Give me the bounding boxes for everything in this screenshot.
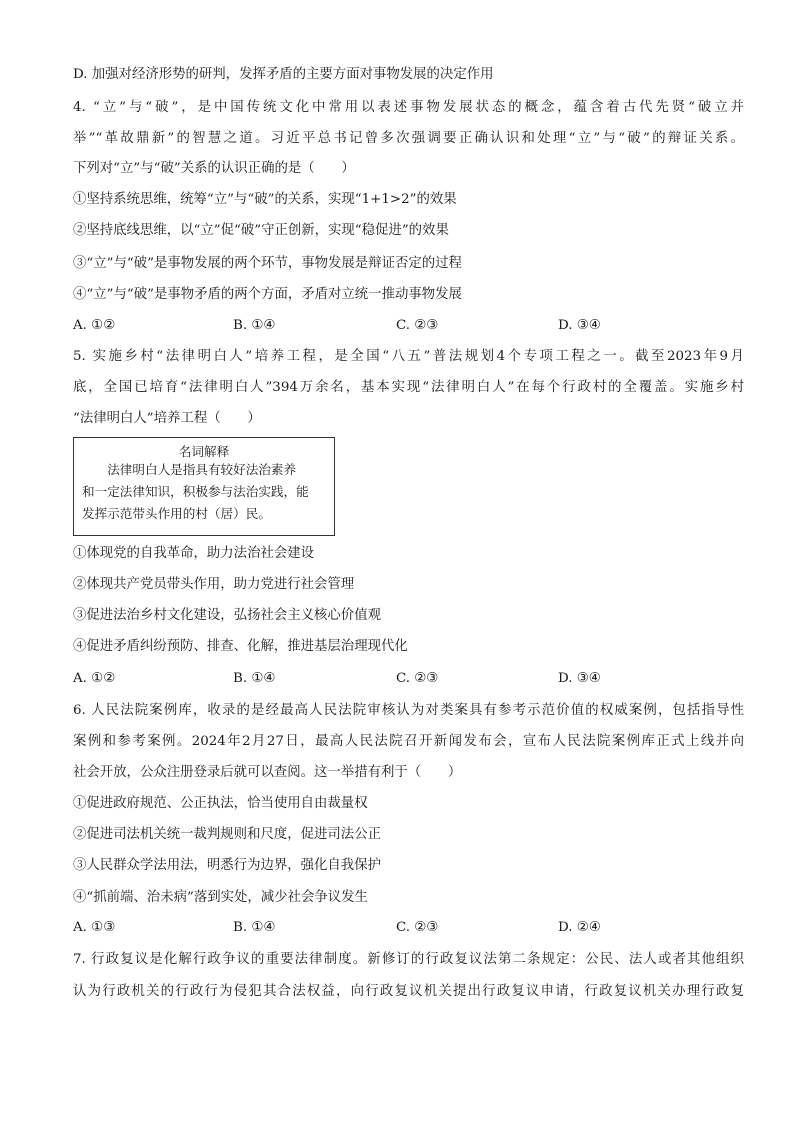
glossary-title: 名词解释 [178, 444, 230, 459]
q5-stem-line-1: 5. 实施乡村“法律明白人”培养工程，是全国“八五”普法规划4个专项工程之一。截至2023年9月 [73, 349, 744, 364]
q4-stem-line-2: 举”“革故鼎新”的智慧之道。习近平总书记曾多次强调要正确认识和处理“立”与“破”的辩证关系。 [73, 131, 744, 146]
q5-item-4: ④促进矛盾纠纷预防、排查、化解，推进基层治理现代化 [73, 639, 408, 654]
q4-option-d: D. ③④ [558, 318, 601, 333]
q5-item-1: ①体现党的自我革命，助力法治社会建设 [73, 546, 315, 561]
glossary-box [73, 437, 335, 536]
q4-item-2: ②坚持底线思维，以“立”促“破”守正创新，实现“稳促进”的效果 [73, 223, 449, 238]
q6-stem-line-2: 案例和参考案例。2024年2月27日，最高人民法院召开新闻发布会，宣布人民法院案例库正式上线并向 [73, 734, 744, 749]
q5-option-c: C. ②③ [396, 671, 439, 686]
q5-option-d: D. ③④ [558, 671, 601, 686]
q5-option-a: A. ①② [73, 671, 116, 686]
q5-item-3: ③促进法治乡村文化建设，弘扬社会主义核心价值观 [73, 608, 381, 623]
q6-stem-line-3: 社会开放，公众注册登录后就可以查阅。这一举措有利于（ ） [73, 765, 462, 780]
q5-stem-line-2: 底，全国已培育“法律明白人”394万余名，基本实现“法律明白人”在每个行政村的全覆盖。实施乡村 [73, 380, 744, 395]
q7-stem-line-1: 7. 行政复议是化解行政争议的重要法律制度。新修订的行政复议法第二条规定：公民、法人或者其他组织 [73, 952, 744, 967]
q6-option-b: B. ①④ [233, 920, 276, 935]
q4-stem-line-1: 4. “立”与“破”，是中国传统文化中常用以表述事物发展状态的概念，蕴含着古代先贤“破立并 [73, 100, 744, 115]
glossary-line-3: 发挥示范带头作用的村（居）民。 [82, 506, 271, 521]
q4-stem-line-3: 下列对“立”与“破”关系的认识正确的是（ ） [73, 161, 355, 176]
q6-stem-line-1: 6. 人民法院案例库，收录的是经最高人民法院审核认为对类案具有参考示范价值的权威案例，包括指导性 [73, 703, 744, 718]
q4-option-c: C. ②③ [396, 318, 439, 333]
q5-stem-line-3: “法律明白人”培养工程（ ） [73, 411, 261, 426]
q6-option-a: A. ①③ [73, 920, 116, 935]
q4-option-b: B. ①④ [233, 318, 276, 333]
glossary-line-1: 法律明白人是指具有较好法治素养 [82, 462, 297, 477]
q3-option-d: D. 加强对经济形势的研判，发挥矛盾的主要方面对事物发展的决定作用 [73, 67, 494, 82]
q7-stem-line-2: 认为行政机关的行政行为侵犯其合法权益，向行政复议机关提出行政复议申请，行政复议机关办理行政复 [73, 984, 744, 999]
q4-option-a: A. ①② [73, 318, 116, 333]
q4-item-3: ③“立”与“破”是事物发展的两个环节，事物发展是辩证否定的过程 [73, 256, 462, 271]
q5-option-b: B. ①④ [233, 671, 276, 686]
q6-option-d: D. ②④ [558, 920, 601, 935]
q6-item-3: ③人民群众学法用法，明悉行为边界，强化自我保护 [73, 858, 381, 873]
q4-item-4: ④“立”与“破”是事物矛盾的两个方面，矛盾对立统一推动事物发展 [73, 287, 462, 302]
q6-item-4: ④“抓前端、治未病”落到实处，减少社会争议发生 [73, 890, 368, 905]
q6-option-c: C. ②③ [396, 920, 439, 935]
q6-item-2: ②促进司法机关统一裁判规则和尺度，促进司法公正 [73, 827, 381, 842]
glossary-line-2: 和一定法律知识，积极参与法治实践，能 [82, 484, 309, 499]
q5-item-2: ②体现共产党员带头作用，助力党进行社会管理 [73, 577, 355, 592]
q4-item-1: ①坚持系统思维，统筹“立”与“破”的关系，实现“1+1>2”的效果 [73, 192, 457, 207]
q6-item-1: ①促进政府规范、公正执法，恰当使用自由裁量权 [73, 796, 368, 811]
